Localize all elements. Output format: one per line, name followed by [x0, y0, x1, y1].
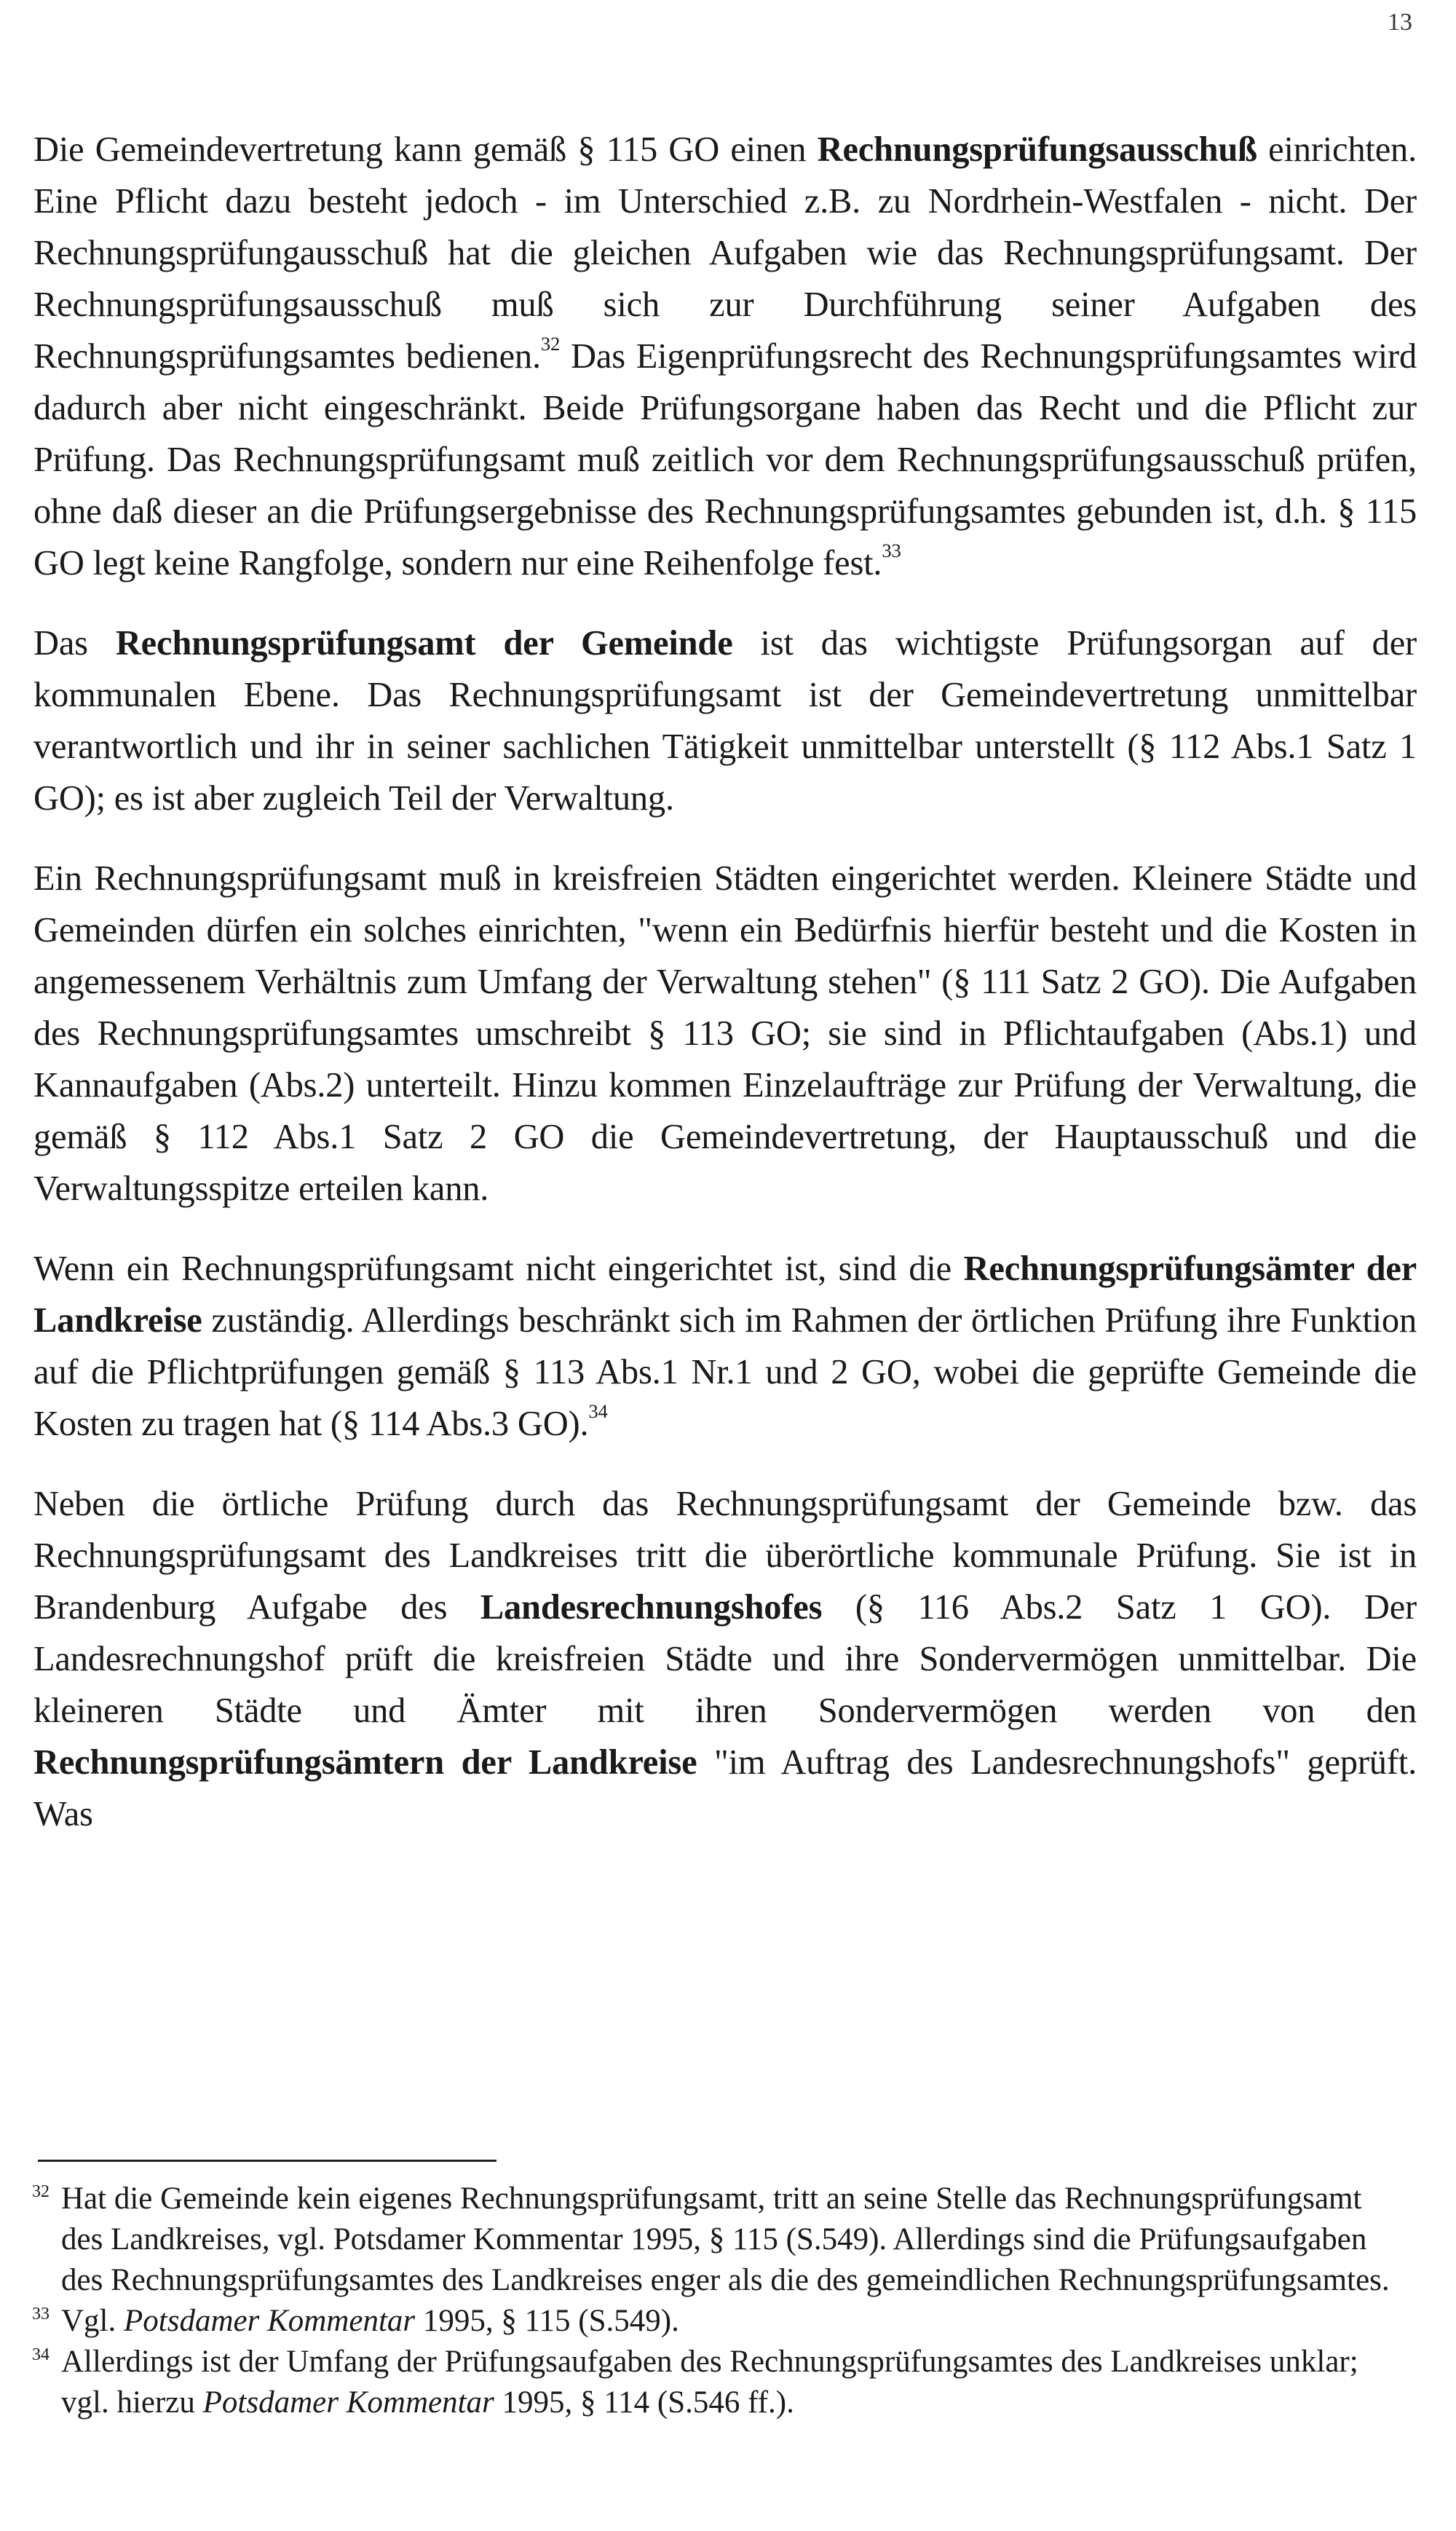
- footnote: [32, 2301, 1406, 2342]
- bold-term: Rechnungsprüfungsausschuß: [817, 130, 1257, 169]
- bold-term: Landesrechnungshofes: [480, 1588, 823, 1627]
- footnote-reference: 34: [588, 1400, 608, 1422]
- bold-term: Rechnungsprüfungsamt der Gemeinde: [115, 624, 733, 663]
- footnote-number: 32: [32, 2182, 50, 2201]
- bold-term: Rechnungsprüfungsämter der Landkreise: [33, 1249, 1417, 1340]
- paragraph: [33, 617, 1417, 824]
- text-run: zuständig. Allerdings beschränkt sich im Rahmen der örtlichen Prüfung ihre Funktion auf die Pflichtprüfungen gemäß § 113 Abs.1 Nr.1 und 2 GO, wobei die geprüfte Gemeinde die Kosten zu tragen hat (§ 114 Abs.3 GO).: [33, 1301, 1417, 1443]
- paragraph: [33, 1478, 1417, 1840]
- footnote: [32, 2342, 1406, 2423]
- italic-citation: Potsdamer Kommentar: [124, 2304, 416, 2338]
- paragraph: [33, 1243, 1417, 1450]
- text-run: Neben die örtliche Prüfung durch das Rechnungsprüfungsamt der Gemeinde bzw. das Rechnungsprüfungsamt des Landkreises tritt die überörtliche kommunale Prüfung. Sie ist in Brandenburg Aufgabe des: [33, 1485, 1417, 1627]
- page-number: 13: [1388, 9, 1412, 36]
- footnote-text: Vgl.: [61, 2304, 124, 2338]
- footnote-text: 1995, § 114 (S.546 ff.).: [494, 2385, 794, 2420]
- body-text: [33, 124, 1417, 1868]
- text-run: einrichten. Eine Pflicht dazu besteht jedoch - im Unterschied z.B. zu Nordrhein-Westfalen - nicht. Der Rechnungsprüfungausschuß hat die gleichen Aufgaben wie das Rechnungsprüfungsamt. Der Rechnungsprüfungsausschuß muß sich zur Durchführung seiner Aufgaben des Rechnungsprüfungsamtes bedienen.: [33, 130, 1417, 376]
- text-run: ist das wichtigste Prüfungsorgan auf der kommunalen Ebene. Das Rechnungsprüfungsamt ist der Gemeindevertretung unmittelbar verantwortlich und ihr in seiner sachlichen Tätigkeit unmittelbar unterstellt (§ 112 Abs.1 Satz 1 GO); es ist aber zugleich Teil der Verwaltung.: [33, 624, 1417, 818]
- text-run: Die Gemeindevertretung kann gemäß § 115 GO einen: [33, 130, 818, 169]
- footnote-text: Hat die Gemeinde kein eigenes Rechnungsprüfungsamt, tritt an seine Stelle das Rechnungsprüfungsamt des Landkreises, vgl. Potsdamer Kommentar 1995, § 115 (S.549). Allerdings sind die Prüfungsaufgaben des Rechnungsprüfungsamtes des Landkreises enger als die des gemeindlichen Rechnungsprüfungsamtes.: [61, 2181, 1390, 2297]
- paragraph: [33, 853, 1417, 1215]
- bold-term: Rechnungsprüfungsämtern der Landkreise: [33, 1743, 697, 1782]
- footnotes: [32, 2179, 1406, 2423]
- paragraph: [33, 124, 1417, 589]
- italic-citation: Potsdamer Kommentar: [202, 2385, 494, 2420]
- text-run: Das: [33, 624, 116, 663]
- footnote-number: 33: [32, 2305, 50, 2323]
- footnote-text: Allerdings ist der Umfang der Prüfungsaufgaben des Rechnungsprüfungsamtes des Landkreises unklar; vgl. hierzu: [61, 2345, 1358, 2420]
- footnote-reference: 33: [882, 540, 901, 561]
- footnote-divider: [38, 2160, 496, 2162]
- text-run: Wenn ein Rechnungsprüfungsamt nicht eingerichtet ist, sind die: [33, 1249, 964, 1288]
- text-run: "im Auftrag des Landesrechnungshofs" geprüft. Was: [33, 1743, 1417, 1833]
- footnote: [32, 2179, 1406, 2301]
- footnote-reference: 32: [540, 333, 561, 355]
- text-run: (§ 116 Abs.2 Satz 1 GO). Der Landesrechnungshof prüft die kreisfreien Städte und ihre Sondervermögen unmittelbar. Die kleineren Städte und Ämter mit ihren Sondervermögen werden von den: [33, 1588, 1417, 1730]
- footnote-text: 1995, § 115 (S.549).: [415, 2304, 679, 2338]
- footnote-number: 34: [32, 2345, 50, 2364]
- text-run: Das Eigenprüfungsrecht des Rechnungsprüfungsamtes wird dadurch aber nicht eingeschränkt. Beide Prüfungsorgane haben das Recht und die Pflicht zur Prüfung. Das Rechnungsprüfungsamt muß zeitlich vor dem Rechnungsprüfungsausschuß prüfen, ohne daß dieser an die Prüfungsergebnisse des Rechnungsprüfungsamtes gebunden ist, d.h. § 115 GO legt keine Rangfolge, sondern nur eine Reihenfolge fest.: [33, 337, 1417, 583]
- text-run: Ein Rechnungsprüfungsamt muß in kreisfreien Städten eingerichtet werden. Kleinere Städte und Gemeinden dürfen ein solches einrichten, "wenn ein Bedürfnis hierfür besteht und die Kosten in angemessenem Verhältnis zum Umfang der Verwaltung stehen" (§ 111 Satz 2 GO). Die Aufgaben des Rechnungsprüfungsamtes umschreibt § 113 GO; sie sind in Pflichtaufgaben (Abs.1) und Kannaufgaben (Abs.2) unterteilt. Hinzu kommen Einzelaufträge zur Prüfung der Verwaltung, die gemäß § 112 Abs.1 Satz 2 GO die Gemeindevertretung, der Hauptausschuß und die Verwaltungsspitze erteilen kann.: [33, 859, 1417, 1208]
